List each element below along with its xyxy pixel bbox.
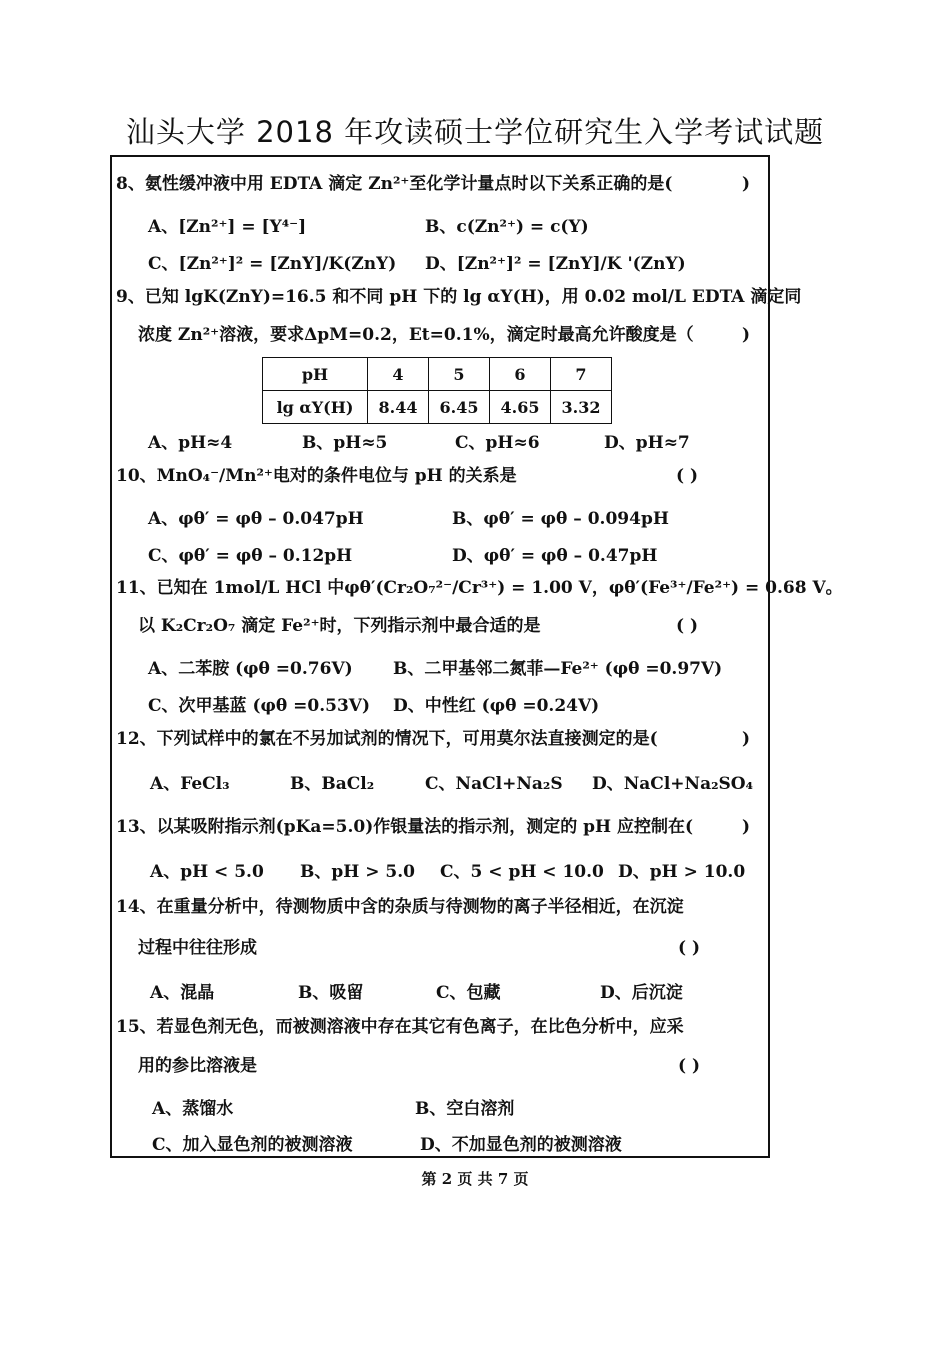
ph-cell: 4 (368, 358, 429, 391)
q8-option-d: D、[Zn²⁺]² = [ZnY]/K '(ZnY) (425, 254, 686, 274)
q9-stem-line2: 浓度 Zn²⁺溶液，要求ΔpM=0.2，Et=0.1%，滴定时最高允许酸度是（ (138, 325, 694, 345)
q9-option-a: A、pH≈4 (148, 433, 233, 453)
q11-option-d: D、中性红 (φθ =0.24V) (393, 696, 600, 716)
q13-option-d: D、pH > 10.0 (618, 862, 746, 882)
q10-option-c: C、φθ′ = φθ – 0.12pH (148, 546, 353, 566)
q15-option-d: D、不加显色剂的被测溶液 (420, 1135, 622, 1155)
q15-option-a: A、蒸馏水 (152, 1099, 234, 1119)
q15-stem-line2: 用的参比溶液是 (138, 1056, 257, 1076)
ph-cell: 6 (490, 358, 551, 391)
q10-answer-paren: ( ) (676, 466, 699, 486)
q13-option-a: A、pH < 5.0 (150, 862, 264, 882)
q11-option-a: A、二苯胺 (φθ =0.76V) (148, 659, 353, 679)
q14-stem-line1: 14、在重量分析中，待测物质中含的杂质与待测物的离子半径相近，在沉淀 (116, 897, 684, 917)
q8-option-c: C、[Zn²⁺]² = [ZnY]/K(ZnY) (148, 254, 397, 274)
q10-option-a: A、φθ′ = φθ – 0.047pH (148, 509, 364, 529)
q15-stem-line1: 15、若显色剂无色，而被测溶液中存在其它有色离子，在比色分析中，应采 (116, 1017, 684, 1037)
ph-row-label: pH (263, 358, 368, 391)
q11-option-c: C、次甲基蓝 (φθ =0.53V) (148, 696, 371, 716)
q9-option-c: C、pH≈6 (455, 433, 540, 453)
q14-option-c: C、包藏 (436, 983, 501, 1003)
q12-option-b: B、BaCl₂ (290, 774, 375, 794)
lg-alpha-row (263, 391, 612, 424)
q12-stem: 12、下列试样中的氯在不另加试剂的情况下，可用莫尔法直接测定的是( (116, 729, 658, 749)
q8-stem: 8、氨性缓冲液中用 EDTA 滴定 Zn²⁺至化学计量点时以下关系正确的是( (116, 174, 673, 194)
q13-option-c: C、5 < pH < 10.0 (440, 862, 604, 882)
q14-answer-paren: ( ) (678, 938, 701, 958)
q9-stem-line1: 9、已知 lgK(ZnY)=16.5 和不同 pH 下的 lg αY(H)，用 0.02 mol/L EDTA 滴定同 (116, 287, 802, 307)
q14-option-d: D、后沉淀 (600, 983, 683, 1003)
q8-option-b: B、c(Zn²⁺) = c(Y) (425, 217, 589, 237)
q15-answer-paren: ( ) (678, 1056, 701, 1076)
lg-alpha-cell: 3.32 (551, 391, 612, 424)
q15-option-c: C、加入显色剂的被测溶液 (152, 1135, 353, 1155)
q13-stem: 13、以某吸附指示剂(pKa=5.0)作银量法的指示剂，测定的 pH 应控制在( (116, 817, 694, 837)
q12-option-c: C、NaCl+Na₂S (425, 774, 563, 794)
q13-option-b: B、pH > 5.0 (300, 862, 415, 882)
q12-option-d: D、NaCl+Na₂SO₄ (592, 774, 754, 794)
q8-answer-paren: ) (742, 174, 751, 194)
ph-row (263, 358, 612, 391)
q13-answer-paren: ) (742, 817, 751, 837)
q10-option-b: B、φθ′ = φθ – 0.094pH (452, 509, 669, 529)
lg-alpha-cell: 8.44 (368, 391, 429, 424)
q11-answer-paren: ( ) (676, 616, 699, 636)
page-title: 汕头大学 2018 年攻读硕士学位研究生入学考试试题 (125, 115, 825, 149)
q10-stem: 10、MnO₄⁻/Mn²⁺电对的条件电位与 pH 的关系是 (116, 466, 517, 486)
q12-option-a: A、FeCl₃ (150, 774, 230, 794)
q8-option-a: A、[Zn²⁺] = [Y⁴⁻] (148, 217, 307, 237)
ph-cell: 7 (551, 358, 612, 391)
q9-option-d: D、pH≈7 (604, 433, 690, 453)
q14-stem-line2: 过程中往往形成 (138, 938, 257, 958)
lg-alpha-cell: 4.65 (490, 391, 551, 424)
q11-option-b: B、二甲基邻二氮菲—Fe²⁺ (φθ =0.97V) (393, 659, 723, 679)
q11-stem-line1: 11、已知在 1mol/L HCl 中φθ′(Cr₂O₇²⁻/Cr³⁺) = 1.00 V，φθ′(Fe³⁺/Fe²⁺) = 0.68 V。 (116, 578, 843, 598)
q15-option-b: B、空白溶剂 (415, 1099, 515, 1119)
ph-cell: 5 (429, 358, 490, 391)
q9-option-b: B、pH≈5 (302, 433, 388, 453)
q12-answer-paren: ) (742, 729, 751, 749)
q11-stem-line2: 以 K₂Cr₂O₇ 滴定 Fe²⁺时，下列指示剂中最合适的是 (138, 616, 541, 636)
alpha-y-table (262, 357, 612, 424)
page-number: 第 2 页 共 7 页 (421, 1170, 529, 1188)
q14-option-a: A、混晶 (150, 983, 215, 1003)
lg-alpha-cell: 6.45 (429, 391, 490, 424)
lg-alpha-row-label: lg αY(H) (263, 391, 368, 424)
q9-answer-paren: ) (742, 325, 751, 345)
q10-option-d: D、φθ′ = φθ – 0.47pH (452, 546, 658, 566)
q14-option-b: B、吸留 (298, 983, 364, 1003)
